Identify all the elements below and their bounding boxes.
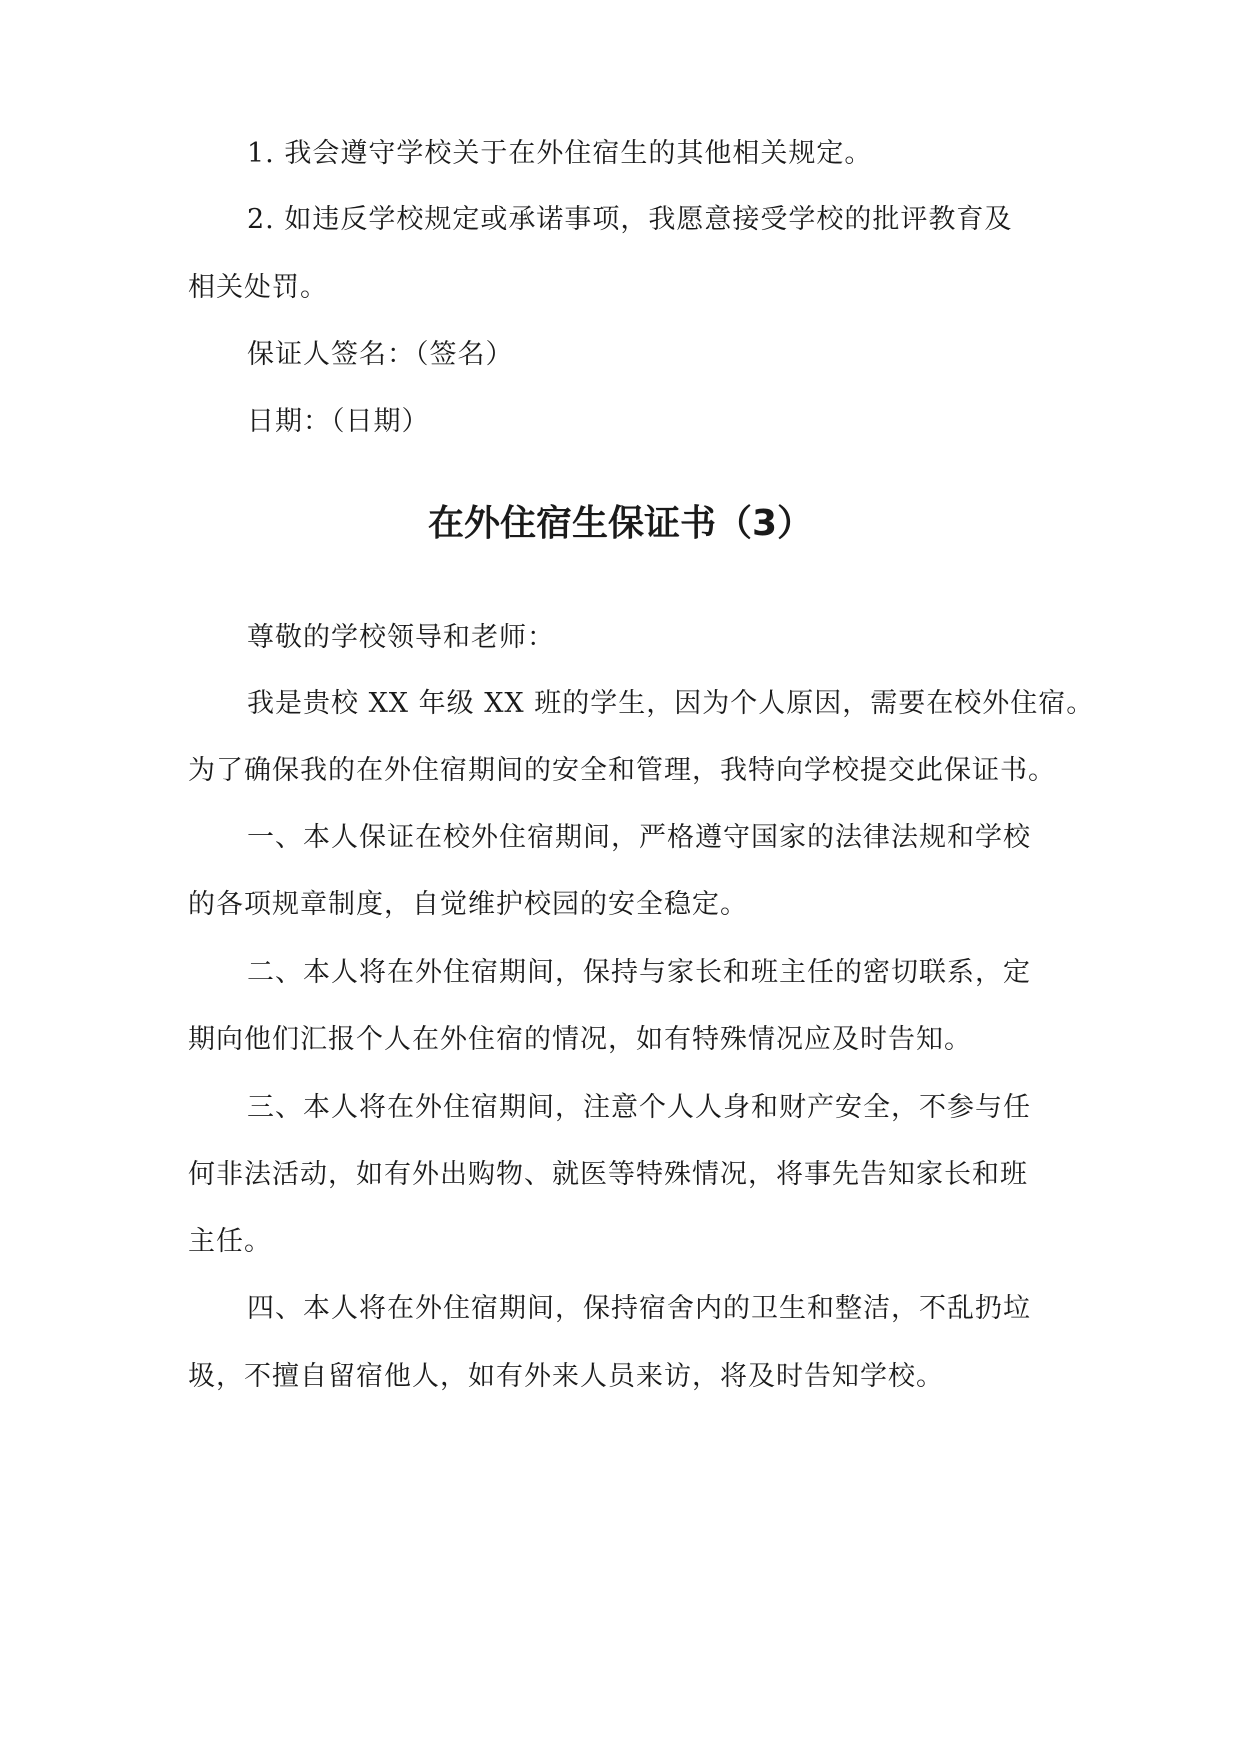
commitment-item-2-line-1: 2. 如违反学校规定或承诺事项，我愿意接受学校的批评教育及 (247, 204, 1013, 235)
paragraph-3-line-1: 三、本人将在外住宿期间，注意个人人身和财产安全，不参与任 (247, 1092, 1031, 1123)
paragraph-4-line-2: 圾，不擅自留宿他人，如有外来人员来访，将及时告知学校。 (188, 1361, 944, 1392)
guarantor-signature: 保证人签名：（签名） (247, 339, 514, 370)
paragraph-2-line-2: 期向他们汇报个人在外住宿的情况，如有特殊情况应及时告知。 (188, 1024, 972, 1055)
signature-date: 日期：（日期） (247, 406, 430, 437)
paragraph-4-line-1: 四、本人将在外住宿期间，保持宿舍内的卫生和整洁，不乱扔垃 (247, 1293, 1031, 1324)
paragraph-3-line-3: 主任。 (188, 1226, 272, 1257)
page-title: 在外住宿生保证书（3） (427, 503, 814, 544)
salutation: 尊敬的学校领导和老师： (247, 622, 555, 653)
intro-line-1: 我是贵校 XX 年级 XX 班的学生，因为个人原因，需要在校外住宿。 (247, 688, 1095, 719)
paragraph-2-line-1: 二、本人将在外住宿期间，保持与家长和班主任的密切联系，定 (247, 957, 1031, 988)
paragraph-1-line-2: 的各项规章制度，自觉维护校园的安全稳定。 (188, 889, 748, 920)
paragraph-3-line-2: 何非法活动，如有外出购物、就医等特殊情况，将事先告知家长和班 (188, 1159, 1028, 1190)
commitment-item-2-line-2: 相关处罚。 (188, 272, 328, 303)
paragraph-1-line-1: 一、本人保证在校外住宿期间，严格遵守国家的法律法规和学校 (247, 822, 1031, 853)
commitment-item-1: 1. 我会遵守学校关于在外住宿生的其他相关规定。 (247, 138, 873, 169)
intro-line-2: 为了确保我的在外住宿期间的安全和管理，我特向学校提交此保证书。 (188, 755, 1056, 786)
